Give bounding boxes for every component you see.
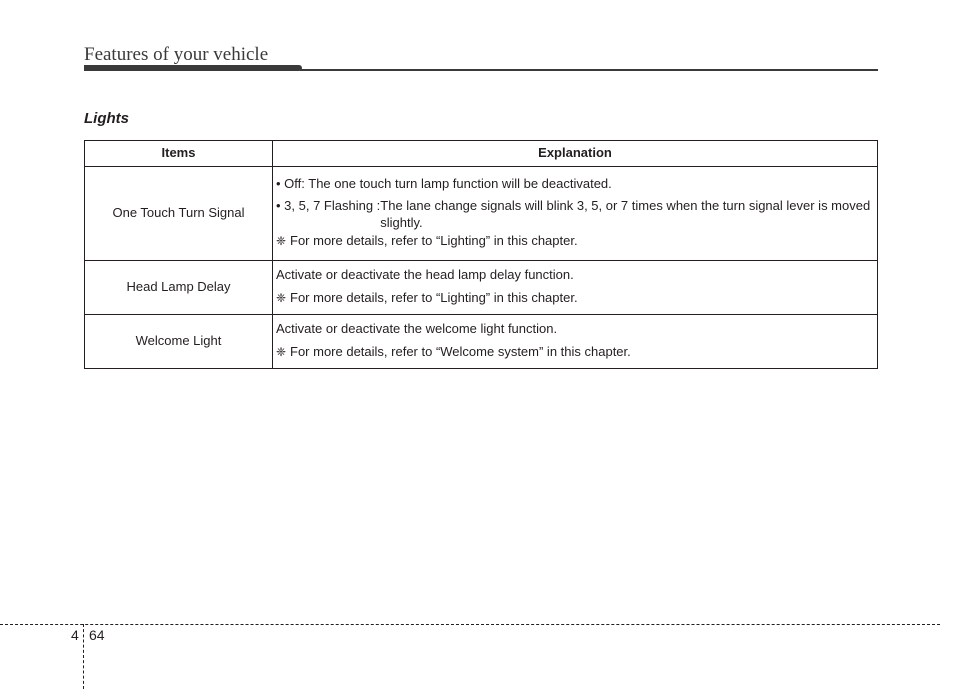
note-icon: ❈ — [276, 233, 287, 248]
page-number: 64 — [89, 627, 105, 643]
table-header-row — [85, 141, 878, 167]
note-line — [276, 344, 875, 360]
note-text: For more details, refer to “Lighting” in this chapter. — [290, 289, 578, 305]
note-icon: ❈ — [276, 290, 287, 305]
bullet-text: The lane change signals will blink 3, 5, or 7 times when the turn signal lever is moved slightly. — [380, 198, 871, 230]
table-row — [85, 261, 878, 315]
item-name: One Touch Turn Signal — [85, 167, 273, 261]
explanation-line: • Off: The one touch turn lamp function will be deactivated. — [276, 176, 612, 191]
explanation-cell — [273, 261, 878, 315]
note-text: For more details, refer to “Lighting” in this chapter. — [290, 232, 578, 248]
page-header-title: Features of your vehicle — [84, 44, 269, 65]
note-line — [276, 290, 875, 306]
item-name: Welcome Light — [85, 315, 273, 369]
footer-divider — [83, 624, 84, 689]
column-header-explanation: Explanation — [273, 141, 878, 167]
chapter-number: 4 — [71, 627, 79, 643]
footer-rule — [0, 624, 940, 625]
explanation-line: Activate or deactivate the head lamp delay function. — [276, 267, 574, 283]
item-name: Head Lamp Delay — [85, 261, 273, 315]
note-icon: ❈ — [276, 344, 287, 359]
table-row — [85, 315, 878, 369]
note-text: For more details, refer to “Welcome system” in this chapter. — [290, 343, 631, 359]
explanation-cell — [273, 167, 878, 261]
explanation-cell — [273, 315, 878, 369]
explanation-line: Activate or deactivate the welcome light function. — [276, 321, 558, 337]
explanation-bullet — [276, 198, 875, 231]
header-rule-thick — [84, 65, 302, 71]
note-line — [276, 233, 875, 249]
bullet-label: • 3, 5, 7 Flashing : — [276, 198, 381, 214]
column-header-items: Items — [85, 141, 273, 167]
section-heading: Lights — [84, 110, 129, 127]
header-rule-thin — [300, 69, 878, 71]
lights-table — [84, 140, 878, 369]
table-row — [85, 167, 878, 261]
